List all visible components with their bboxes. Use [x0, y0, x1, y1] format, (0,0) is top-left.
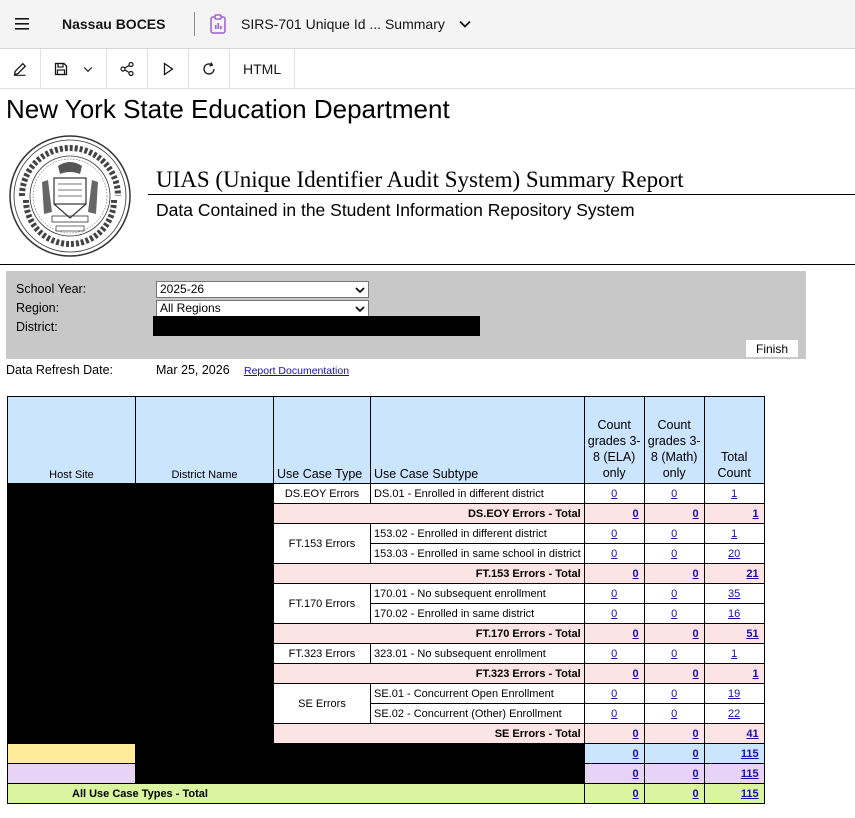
use-case-type: DS.EOY Errors — [274, 484, 371, 504]
divider — [148, 194, 855, 195]
pencil-icon — [12, 61, 28, 77]
refresh-button[interactable] — [189, 49, 230, 89]
count-link[interactable]: 0 — [692, 507, 699, 520]
edit-button[interactable] — [0, 49, 41, 89]
count-link[interactable]: 41 — [746, 727, 759, 740]
use-case-subtype: 323.01 - No subsequent enrollment — [371, 644, 585, 664]
school-year-label: School Year: — [16, 282, 87, 296]
grand-total-row — [8, 784, 765, 804]
count-link[interactable]: 0 — [692, 667, 699, 680]
run-button[interactable] — [148, 49, 189, 89]
subtotal-label: FT.153 Errors - Total — [274, 564, 585, 584]
refresh-icon — [201, 61, 217, 77]
count-link[interactable]: 0 — [671, 587, 678, 600]
count-link[interactable]: 1 — [731, 487, 738, 500]
state-dept-heading: New York State Education Department — [6, 94, 450, 124]
count-link[interactable]: 1 — [752, 507, 759, 520]
share-icon — [119, 61, 135, 77]
table-row — [8, 484, 765, 504]
subtotal-label: FT.323 Errors - Total — [274, 664, 585, 684]
chevron-down-icon — [355, 286, 365, 294]
header-use-case-type: Use Case Type — [274, 397, 371, 484]
count-link[interactable]: 0 — [611, 547, 618, 560]
use-case-type: FT.170 Errors — [274, 584, 371, 624]
region-label: Region: — [16, 301, 60, 315]
count-link[interactable]: 0 — [671, 547, 678, 560]
count-link[interactable]: 0 — [692, 567, 699, 580]
count-link[interactable]: 0 — [671, 687, 678, 700]
region-select[interactable] — [156, 300, 369, 317]
org-name: Nassau BOCES — [62, 16, 166, 32]
header-use-case-subtype: Use Case Subtype — [371, 397, 585, 484]
save-button[interactable] — [41, 49, 107, 89]
use-case-subtype: SE.01 - Concurrent Open Enrollment — [371, 684, 585, 704]
count-link[interactable]: 0 — [611, 587, 618, 600]
count-link[interactable]: 0 — [632, 567, 639, 580]
count-link[interactable]: 0 — [692, 627, 699, 640]
subtotal-label: DS.EOY Errors - Total — [274, 504, 585, 524]
count-link[interactable]: 115 — [740, 787, 759, 800]
report-toolbar — [0, 49, 855, 89]
count-link[interactable]: 51 — [746, 627, 759, 640]
count-link[interactable]: 22 — [728, 707, 741, 720]
use-case-type: FT.153 Errors — [274, 524, 371, 564]
share-button[interactable] — [107, 49, 148, 89]
count-link[interactable]: 16 — [728, 607, 741, 620]
count-link[interactable]: 35 — [728, 587, 741, 600]
district-total-label — [8, 744, 136, 764]
data-refresh-date: Mar 25, 2026 — [156, 363, 230, 377]
summary-table — [7, 396, 765, 804]
count-link[interactable]: 1 — [731, 647, 738, 660]
report-heading: UIAS (Unique Identifier Audit System) Summary Report — [156, 167, 684, 192]
count-link[interactable]: 0 — [611, 647, 618, 660]
save-icon — [53, 61, 69, 77]
count-link[interactable]: 115 — [740, 767, 759, 780]
html-format-button[interactable]: HTML — [230, 49, 295, 89]
report-title: SIRS-701 Unique Id ... Summary — [241, 16, 445, 32]
use-case-type: FT.323 Errors — [274, 644, 371, 664]
finish-button[interactable]: Finish — [745, 339, 799, 358]
count-link[interactable]: 1 — [752, 667, 759, 680]
count-link[interactable]: 0 — [611, 687, 618, 700]
use-case-subtype: 170.02 - Enrolled in same district — [371, 604, 585, 624]
subtotal-label: SE Errors - Total — [274, 724, 585, 744]
count-link[interactable]: 0 — [632, 787, 639, 800]
count-link[interactable]: 0 — [632, 767, 639, 780]
use-case-subtype: 153.02 - Enrolled in different district — [371, 524, 585, 544]
count-link[interactable]: 0 — [671, 607, 678, 620]
host-total-row — [8, 764, 765, 784]
count-link[interactable]: 21 — [746, 567, 759, 580]
chevron-down-icon — [355, 305, 365, 313]
header-district-name: District Name — [136, 397, 274, 484]
host-total-redacted — [136, 764, 585, 784]
count-link[interactable]: 0 — [611, 527, 618, 540]
data-refresh-label: Data Refresh Date: — [6, 363, 113, 377]
count-link[interactable]: 0 — [692, 727, 699, 740]
count-link[interactable]: 0 — [632, 667, 639, 680]
count-link[interactable]: 0 — [611, 607, 618, 620]
count-link[interactable]: 0 — [632, 727, 639, 740]
state-seal-icon — [8, 134, 132, 258]
use-case-type: SE Errors — [274, 684, 371, 724]
header-count-math: Count grades 3-8 (Math) only — [644, 397, 704, 484]
count-link[interactable]: 19 — [728, 687, 741, 700]
app-bar — [0, 0, 855, 49]
district-total-row — [8, 744, 765, 764]
district-name-redacted — [136, 484, 274, 744]
use-case-subtype: SE.02 - Concurrent (Other) Enrollment — [371, 704, 585, 724]
chevron-down-icon[interactable] — [457, 16, 473, 32]
divider — [0, 264, 855, 265]
use-case-subtype: 153.03 - Enrolled in same school in district — [371, 544, 585, 564]
chevron-down-icon[interactable] — [82, 63, 94, 75]
district-total-redacted — [136, 744, 585, 764]
school-year-select[interactable] — [156, 281, 369, 298]
host-total-label — [8, 764, 136, 784]
header-count-ela: Count grades 3-8 (ELA) only — [584, 397, 644, 484]
header-total-count: Total Count — [704, 397, 764, 484]
count-link[interactable]: 0 — [632, 627, 639, 640]
count-link[interactable]: 0 — [611, 487, 618, 500]
hamburger-menu-icon[interactable] — [0, 0, 44, 48]
count-link[interactable]: 0 — [692, 747, 699, 760]
grand-total-label: All Use Case Types - Total — [8, 784, 585, 804]
count-link[interactable]: 0 — [671, 647, 678, 660]
use-case-subtype: 170.01 - No subsequent enrollment — [371, 584, 585, 604]
report-subheading: Data Contained in the Student Information Repository System — [156, 200, 635, 220]
count-link[interactable]: 20 — [728, 547, 741, 560]
count-link[interactable]: 0 — [671, 487, 678, 500]
filter-panel — [6, 271, 806, 359]
report-documentation-link[interactable]: Report Documentation — [244, 365, 350, 377]
header-host-site: Host Site — [8, 397, 136, 484]
count-link[interactable]: 115 — [740, 747, 759, 760]
district-label: District: — [16, 320, 58, 334]
host-site-redacted — [8, 484, 136, 744]
count-link[interactable]: 1 — [731, 527, 738, 540]
count-link[interactable]: 0 — [671, 527, 678, 540]
play-icon — [160, 61, 176, 77]
use-case-subtype: DS.01 - Enrolled in different district — [371, 484, 585, 504]
count-link[interactable]: 0 — [632, 507, 639, 520]
count-link[interactable]: 0 — [632, 747, 639, 760]
count-link[interactable]: 0 — [611, 707, 618, 720]
count-link[interactable]: 0 — [692, 767, 699, 780]
subtotal-label: FT.170 Errors - Total — [274, 624, 585, 644]
count-link[interactable]: 0 — [671, 707, 678, 720]
count-link[interactable]: 0 — [692, 787, 699, 800]
district-select-redacted[interactable] — [153, 316, 480, 336]
report-clipboard-icon — [209, 14, 227, 34]
divider — [194, 12, 195, 36]
region-value: All Regions — [160, 301, 221, 315]
school-year-value: 2025-26 — [160, 282, 205, 296]
